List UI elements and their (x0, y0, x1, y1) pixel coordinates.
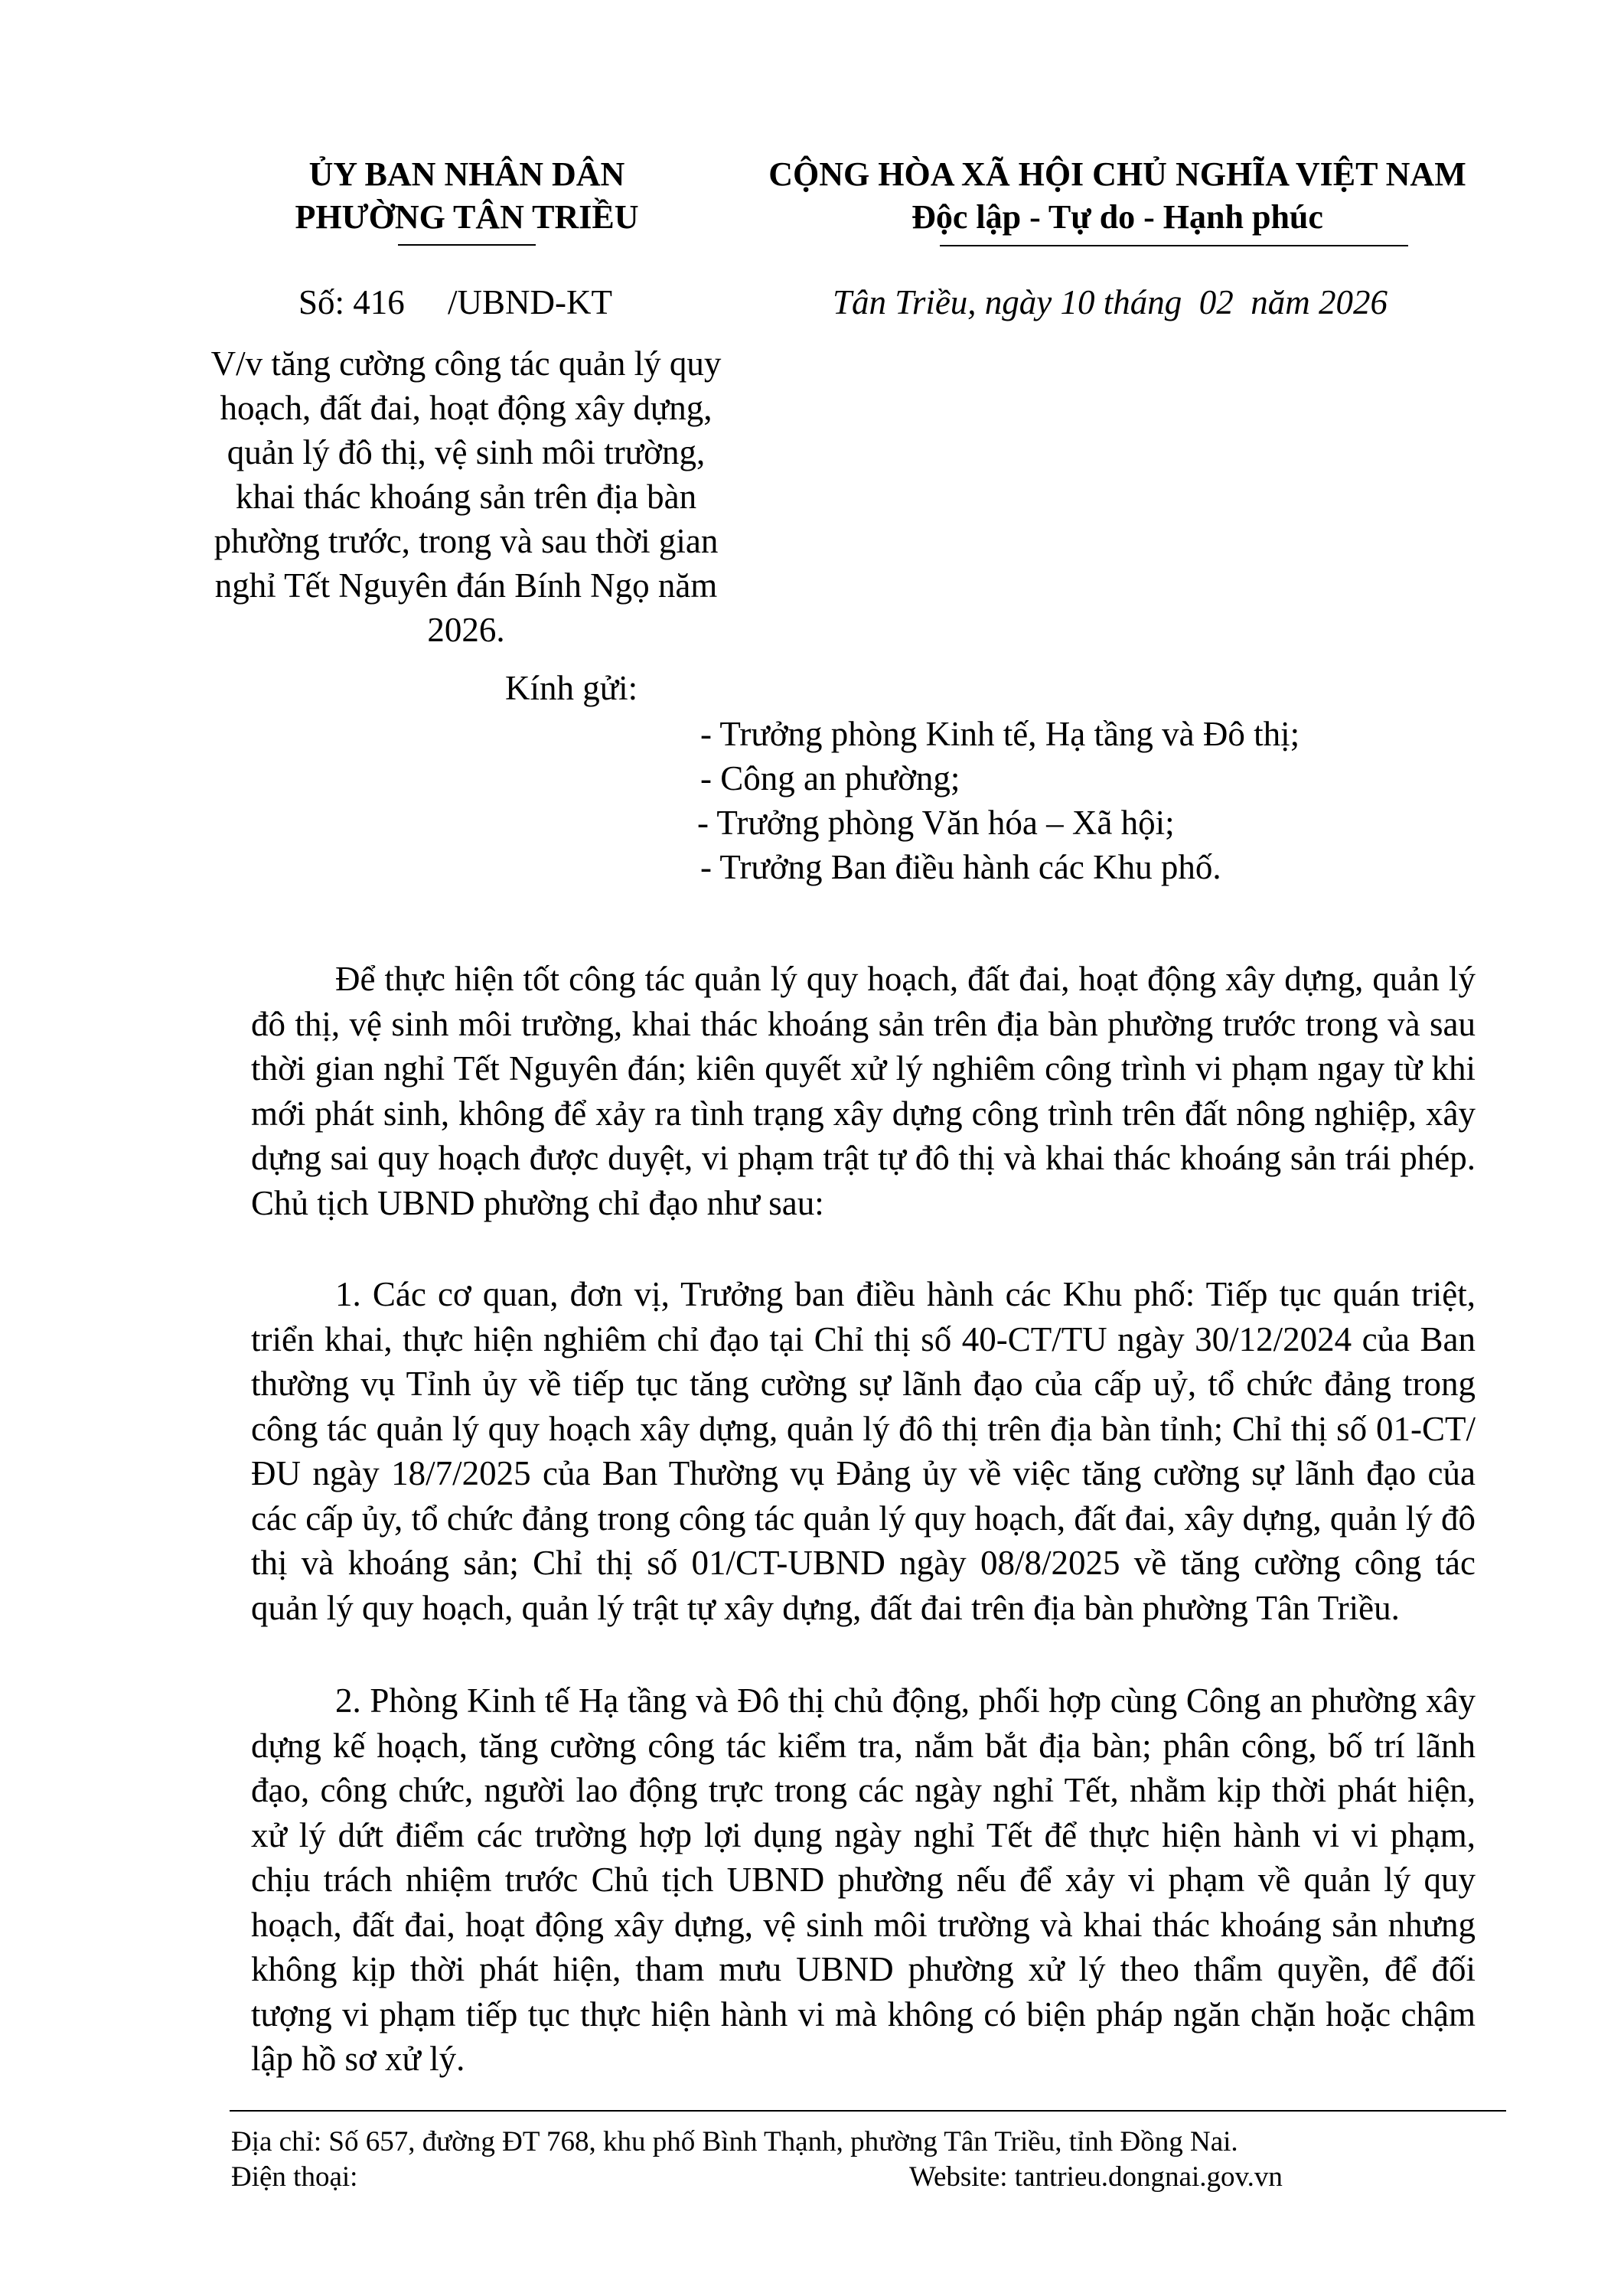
recipient-item: - Trưởng Ban điều hành các Khu phố. (700, 848, 1221, 886)
recipient-item: - Công an phường; (700, 759, 960, 797)
recipient-item: - Trưởng phòng Văn hóa – Xã hội; (697, 804, 1175, 842)
issuer-line-1: ỦY BAN NHÂN DÂN (308, 155, 625, 193)
national-title: CỘNG HÒA XÃ HỘI CHỦ NGHĨA VIỆT NAM (768, 155, 1466, 193)
place-date: Tân Triều, ngày 10 tháng 02 năm 2026 (833, 283, 1388, 321)
footer-website: Website: tantrieu.dongnai.gov.vn (909, 2161, 1283, 2193)
issuer-line-2: PHƯỜNG TÂN TRIỀU (295, 198, 639, 236)
issuer-underline (398, 244, 536, 246)
national-title-block (712, 153, 1523, 239)
issuer-block (253, 153, 681, 239)
body-paragraph-3: 2. Phòng Kinh tế Hạ tầng và Đô thị chủ động, phối hợp cùng Công an phường xây dựng kế hoạch, tăng cường công tác kiểm tra, nắm bắt địa bàn; phân công, bố trí lãnh đạo, công chức, người lao động trực trong các ngày nghỉ Tết, nhằm kịp thời phát hiện, xử lý dứt điểm các trường hợp lợi dụng ngày nghỉ Tết để thực hiện hành vi vi phạm, chịu trách nhiệm trước Chủ tịch UBND phường nếu để xảy vi phạm về quản lý quy hoạch, đất đai, hoạt động xây dựng, vệ sinh môi trường và khai thác khoáng sản nhưng không kịp thời phát hiện, tham mưu UBND phường xử lý theo thẩm quyền, để đối tượng vi phạm tiếp tục thực hiện hành vi mà không có biện pháp ngăn chặn hoặc chậm lập hồ sơ xử lý. (251, 1681, 1476, 2078)
body-paragraph-2: 1. Các cơ quan, đơn vị, Trưởng ban điều hành các Khu phố: Tiếp tục quán triệt, triển khai, thực hiện nghiêm chỉ đạo tại Chỉ thị số 40-CT/TU ngày 30/12/2024 của Ban thường vụ Tỉnh ủy về tiếp tục tăng cường sự lãnh đạo của cấp uỷ, tổ chức đảng trong công tác quản lý quy hoạch xây dựng, quản lý đô thị trên địa bàn tỉnh; Chỉ thị số 01-CT/ĐU ngày 18/7/2025 của Ban Thường vụ Đảng ủy về việc tăng cường sự lãnh đạo của các cấp ủy, tổ chức đảng trong công tác quản lý quy hoạch, đất đai, xây dựng, quản lý đô thị và khoáng sản; Chỉ thị số 01/CT-UBND ngày 08/8/2025 về tăng cường công tác quản lý quy hoạch, quản lý trật tự xây dựng, đất đai trên địa bàn phường Tân Triều. (251, 1275, 1476, 1627)
national-motto: Độc lập - Tự do - Hạnh phúc (911, 198, 1323, 236)
salutation: Kính gửi: (505, 669, 638, 707)
recipient-item: - Trưởng phòng Kinh tế, Hạ tầng và Đô thị; (700, 715, 1300, 753)
footer-address: Địa chỉ: Số 657, đường ĐT 768, khu phố Bình Thạnh, phường Tân Triều, tỉnh Đồng Nai. (231, 2126, 1238, 2157)
body-paragraph-1: Để thực hiện tốt công tác quản lý quy hoạch, đất đai, hoạt động xây dựng, quản lý đô thị, vệ sinh môi trường, khai thác khoáng sản trên địa bàn phường trước trong và sau thời gian nghỉ Tết Nguyên đán; kiên quyết xử lý nghiêm công trình vi phạm ngay từ khi mới phát sinh, không để xảy ra tình trạng xây dựng công trình trên đất nông nghiệp, xây dựng sai quy hoạch được duyệt, vi phạm trật tự đô thị và khai thác khoáng sản trái phép. Chủ tịch UBND phường chỉ đạo như sau: (251, 960, 1476, 1222)
recipient-list (697, 712, 1542, 889)
subject: V/v tăng cường công tác quản lý quy hoạch, đất đai, hoạt động xây dựng, quản lý đô thị, vệ sinh môi trường, khai thác khoáng sản trên địa bàn phường trước, trong và sau thời gian nghỉ Tết Nguyên đán Bính Ngọ năm 2026. (210, 344, 722, 649)
document-number: Số: 416 /UBND-KT (298, 283, 613, 321)
footer-rule (230, 2110, 1506, 2112)
motto-underline (940, 245, 1408, 246)
footer-phone-label: Điện thoại: (231, 2161, 358, 2193)
